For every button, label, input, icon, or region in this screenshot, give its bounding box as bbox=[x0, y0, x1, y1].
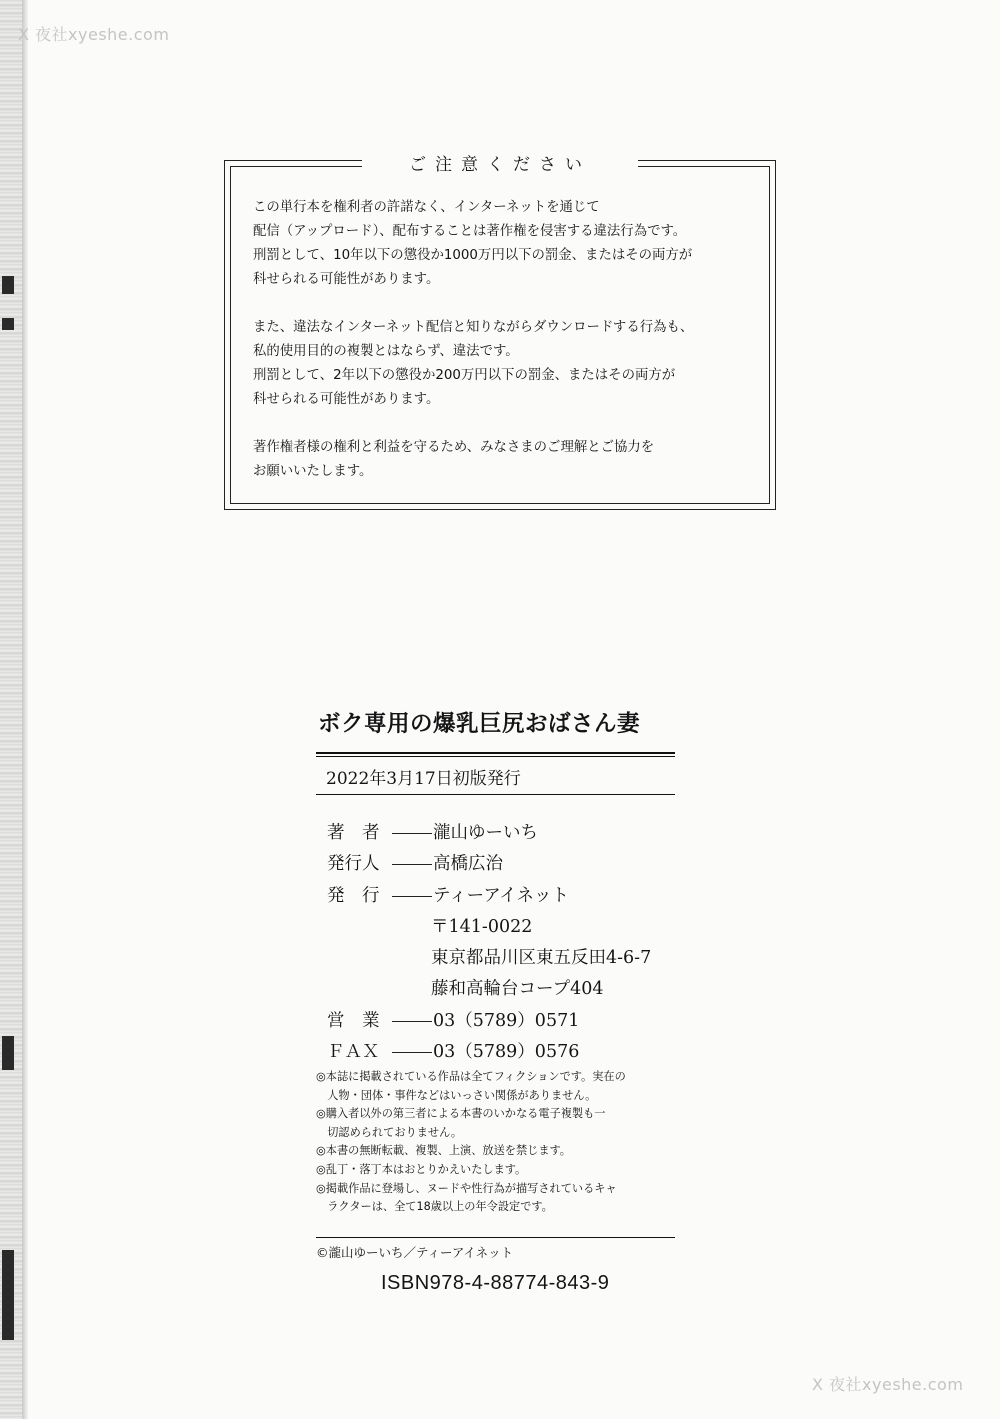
credit-value: 〒141-0022 bbox=[431, 916, 533, 937]
credit-row-fax bbox=[327, 1037, 651, 1068]
notice-line: また、違法なインターネット配信と知りながらダウンロードする行為も、 bbox=[253, 320, 694, 335]
edition-rule bbox=[316, 794, 675, 795]
disclaimer-line: ◎購入者以外の第三者による本書のいかなる電子複製も一 bbox=[316, 1107, 606, 1121]
credit-label: 発行人 bbox=[327, 854, 380, 875]
binding-mark bbox=[2, 276, 14, 294]
credit-value: 瀧山ゆーいち bbox=[433, 823, 538, 843]
disclaimer-rule bbox=[316, 1237, 675, 1238]
notice-line: 科せられる可能性があります。 bbox=[253, 272, 440, 287]
disclaimer-line: 切認められておりません。 bbox=[316, 1125, 463, 1139]
credit-row-publisher bbox=[327, 881, 651, 912]
credit-label: 営 業 bbox=[327, 1010, 380, 1031]
book-title: ボク専用の爆乳巨尻おばさん妻 bbox=[318, 711, 641, 737]
title-rule-thin bbox=[316, 756, 675, 757]
notice-line: 私的使用目的の複製とはならず、違法です。 bbox=[253, 344, 519, 359]
watermark-bottom: X 夜社xyeshe.com bbox=[812, 1375, 964, 1394]
credit-dash bbox=[392, 1052, 432, 1053]
notice-line: お願いいたします。 bbox=[253, 464, 373, 479]
notice-line: 刑罰として、2年以下の懲役か200万円以下の罰金、またはその両方が bbox=[253, 368, 676, 383]
notice-line: この単行本を権利者の許諾なく、インターネットを通じて bbox=[253, 200, 600, 215]
credit-label: 著 者 bbox=[327, 823, 380, 843]
notice-line: 刑罰として、10年以下の懲役か1000万円以下の罰金、またはその両方が bbox=[253, 248, 693, 263]
disclaimers bbox=[316, 1068, 686, 1217]
credits-list bbox=[327, 818, 651, 1068]
disclaimer-line: ◎乱丁・落丁本はおとりかえいたします。 bbox=[316, 1162, 527, 1176]
credit-dash bbox=[392, 864, 432, 865]
notice-body bbox=[253, 196, 763, 508]
disclaimer-line: ラクターは、全て18歳以上の年令設定です。 bbox=[316, 1200, 553, 1214]
credit-dash bbox=[392, 1021, 432, 1022]
credit-row-publisher-person bbox=[327, 849, 651, 880]
disclaimer-line: ◎本誌に掲載されている作品は全てフィクションです。実在の bbox=[316, 1070, 626, 1083]
notice-paragraph bbox=[253, 316, 763, 412]
credit-value: 03（5789）0571 bbox=[433, 1010, 580, 1031]
title-rule bbox=[316, 752, 675, 754]
credit-row-address bbox=[327, 943, 651, 974]
credit-row-building bbox=[327, 974, 651, 1005]
binding-mark bbox=[2, 318, 14, 330]
disclaimer-line: ◎掲載作品に登場し、ヌードや性行為が描写されているキャ bbox=[316, 1181, 617, 1195]
disclaimer-line: ◎本書の無断転載、複製、上演、放送を禁じます。 bbox=[316, 1144, 571, 1158]
credit-label: ＦＡＸ bbox=[327, 1042, 380, 1063]
notice-paragraph bbox=[253, 436, 763, 484]
credit-row-postal bbox=[327, 912, 651, 943]
notice-line: 著作権者様の権利と利益を守るため、みなさまのご理解とご協力を bbox=[253, 440, 655, 455]
copyright-line: ©瀧山ゆーいち／ティーアイネット bbox=[316, 1245, 514, 1260]
binding-strip bbox=[0, 0, 22, 1419]
credit-label: 発 行 bbox=[327, 885, 380, 906]
isbn: ISBN978-4-88774-843-9 bbox=[381, 1272, 610, 1294]
credit-row-author bbox=[327, 818, 651, 849]
watermark-top: X 夜社xyeshe.com bbox=[18, 25, 170, 44]
notice-line: 配信（アップロード）、配布することは著作権を侵害する違法行為です。 bbox=[253, 224, 687, 239]
credit-value: 藤和高輪台コープ404 bbox=[431, 979, 604, 1000]
disclaimer-line: 人物・団体・事件などはいっさい関係がありません。 bbox=[316, 1088, 597, 1102]
binding-mark bbox=[2, 1250, 14, 1340]
credit-value: 03（5789）0576 bbox=[433, 1042, 580, 1063]
edition-date: 2022年3月17日初版発行 bbox=[326, 769, 521, 789]
notice-title: ご注意ください bbox=[362, 154, 638, 176]
credit-value: ティーアイネット bbox=[433, 885, 569, 906]
credit-row-sales bbox=[327, 1006, 651, 1037]
credit-value: 高橋広治 bbox=[433, 854, 503, 875]
credit-dash bbox=[392, 833, 432, 834]
credit-dash bbox=[392, 896, 432, 897]
credit-value: 東京都品川区東五反田4-6-7 bbox=[431, 948, 652, 969]
binding-edge bbox=[22, 0, 28, 1419]
binding-mark bbox=[2, 1036, 14, 1070]
notice-line: 科せられる可能性があります。 bbox=[253, 392, 440, 407]
notice-paragraph bbox=[253, 196, 763, 292]
